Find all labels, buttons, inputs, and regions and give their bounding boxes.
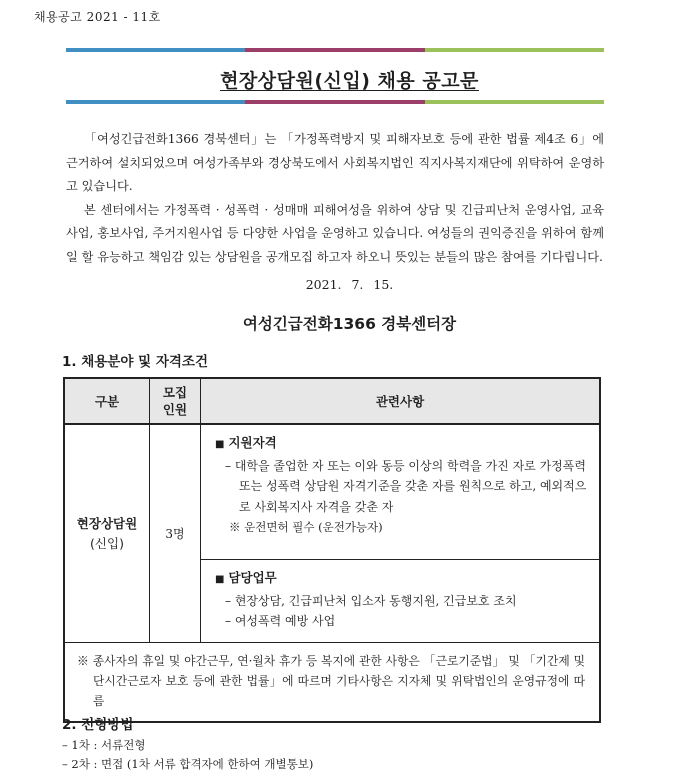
header-openings-text: 모집인원 <box>162 385 188 417</box>
duties-heading <box>215 568 589 591</box>
table-row <box>64 643 600 723</box>
position-cell <box>64 424 150 643</box>
header-details: 관련사항 <box>201 378 601 424</box>
section-heading-2: 2. 전형방법 <box>62 717 134 733</box>
qualification-heading <box>215 433 589 456</box>
header-openings <box>150 378 201 424</box>
square-bullet-icon: ■ <box>215 439 225 450</box>
band-segment-purple <box>245 100 424 104</box>
title-text: 현장상담원(신입) 채용 공고문 <box>220 70 479 92</box>
band-segment-green <box>425 100 604 104</box>
color-band-top <box>66 48 604 52</box>
requirements-table <box>63 377 601 723</box>
footnote-cell <box>64 643 600 723</box>
qualification-line-2: 또는 성폭력 상담원 자격기준을 갖춘 자를 원칙으로 하고, 예외적으 <box>239 479 587 493</box>
duties-line-2: – 여성폭력 예방 사업 <box>225 614 336 628</box>
band-segment-blue <box>66 48 245 52</box>
table-row <box>64 424 600 560</box>
position-name: 현장상담원 <box>76 515 138 531</box>
document-title <box>0 66 699 93</box>
qualification-title: 지원자격 <box>228 435 277 450</box>
qualification-cell <box>201 424 601 560</box>
band-segment-purple <box>245 48 424 52</box>
square-bullet-icon: ■ <box>215 574 225 585</box>
section-heading-1: 1. 채용분야 및 자격조건 <box>62 354 208 370</box>
notice-date: 2021. 7. 15. <box>305 277 394 292</box>
qualification-note: ※ 운전면허 필수 (운전가능자) <box>229 520 383 534</box>
band-segment-blue <box>66 100 245 104</box>
openings-cell: 3명 <box>150 424 201 643</box>
header-category: 구분 <box>64 378 150 424</box>
duties-cell <box>201 560 601 643</box>
selection-step-2: – 2차 : 면접 (1차 서류 합격자에 한하여 개별통보) <box>62 757 314 771</box>
intro-paragraph-2: 본 센터에서는 가정폭력 · 성폭력 · 성매매 피해여성을 위하여 상담 및 긴급피난처 운영사업, 교육사업, 홍보사업, 주거지원사업 등 다양한 사업을 운영하고 있습니다. 여성들의 권익증진을 위하여 함께 일 할 유능하고 책임감 있는 상담원을 공개모집 하고자 하오니 뜻있는 분들의 많은 참여를 기다립니다. <box>66 202 604 264</box>
qualification-line-1: – 대학을 졸업한 자 또는 이와 동등 이상의 학력을 가진 자로 가정폭력 <box>225 458 586 473</box>
color-band-bottom <box>66 100 604 104</box>
table-header-row <box>64 378 600 424</box>
qualification-line-3: 로 사회복지사 자격을 갖춘 자 <box>239 499 394 514</box>
duties-line-1: – 현장상담, 긴급피난처 입소자 동행지원, 긴급보호 조치 <box>225 593 517 608</box>
organization-name: 여성긴급전화1366 경북센터장 <box>242 315 457 333</box>
selection-step-1: – 1차 : 서류전형 <box>62 738 146 752</box>
intro-paragraph-1: 「여성긴급전화1366 경북센터」는 「가정폭력방지 및 피해자보호 등에 관한 법률 제4조 6」에 근거하여 설치되었으며 여성가족부와 경상북도에서 사회복지법인 직지사복지재단에 위탁하여 운영하고 있습니다. <box>66 132 604 193</box>
duties-title: 담당업무 <box>228 570 277 585</box>
band-segment-green <box>425 48 604 52</box>
position-sub: (신입) <box>90 535 124 551</box>
table-footnote: ※ 종사자의 휴일 및 야간근무, 연·월차 휴가 등 복지에 관한 사항은 「근로기준법」 및 「기간제 및 단시간근로자 보호 등에 관한 법률」에 따르며 기타사항은 지자체 및 위탁법인의 운영규정에 따름 <box>77 654 585 708</box>
notice-number: 채용공고 2021 - 11호 <box>34 10 161 24</box>
intro-text <box>66 128 604 269</box>
